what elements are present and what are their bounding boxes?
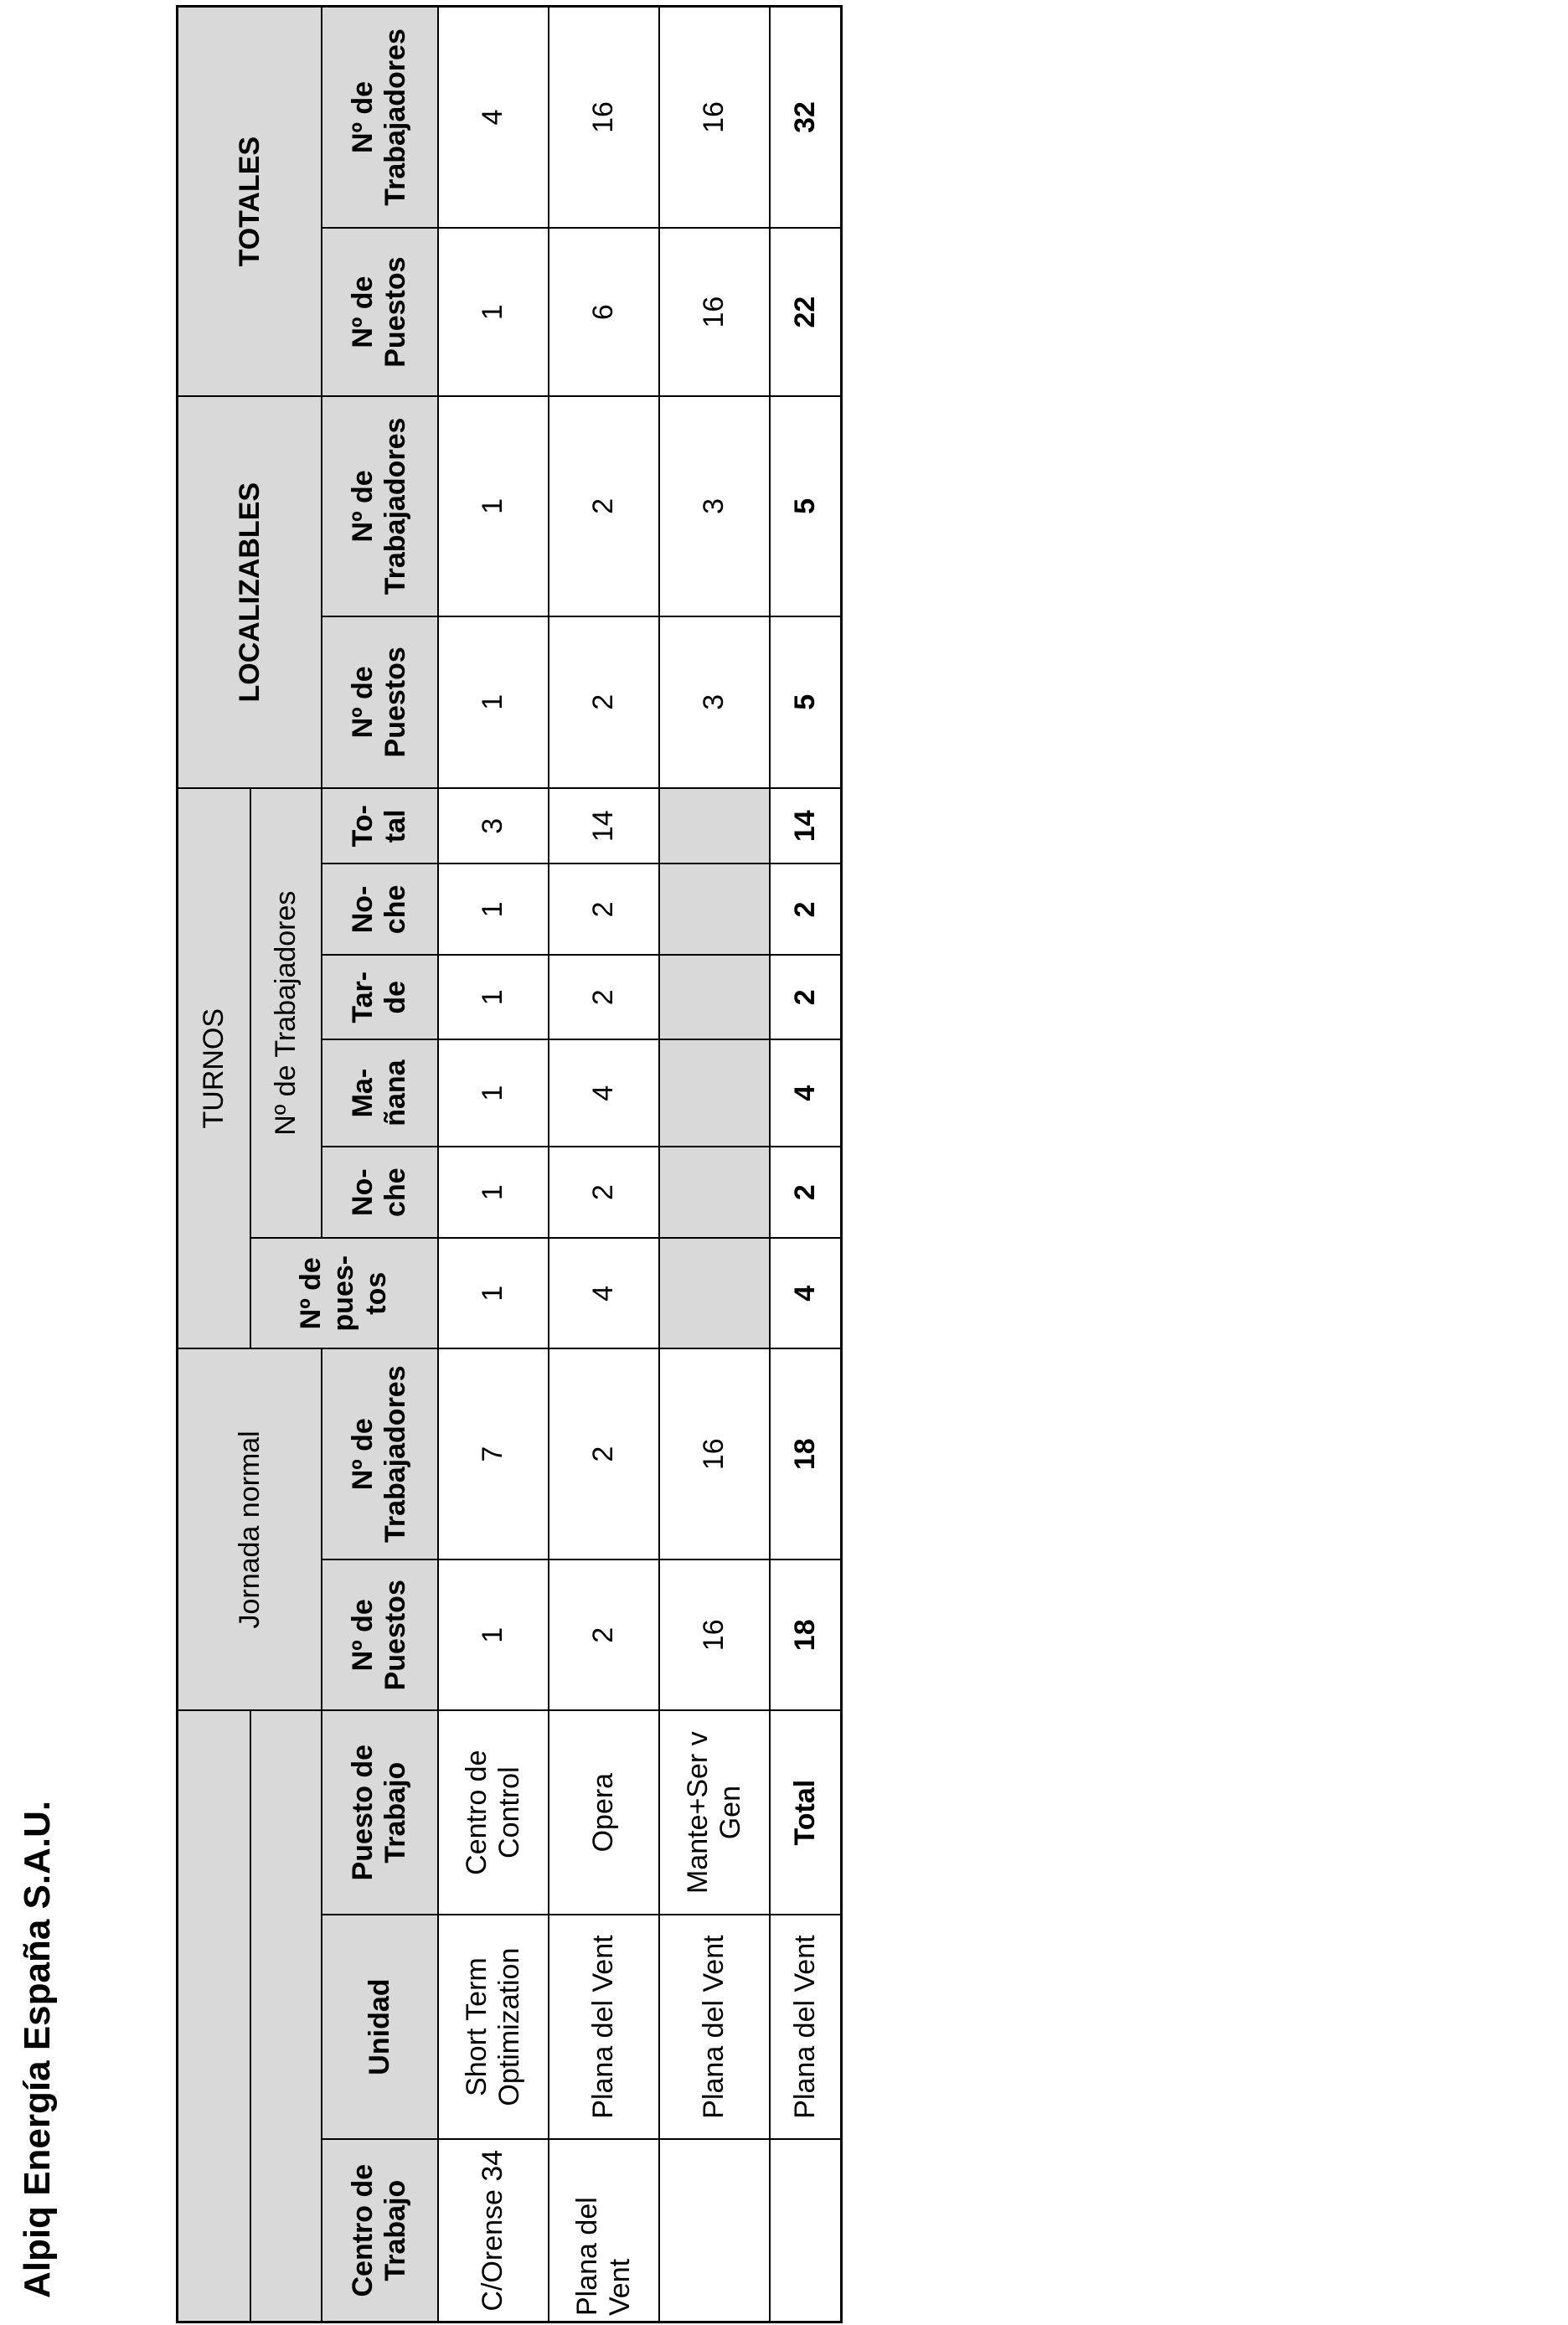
cell-loc-trabajadores: 2 <box>549 396 659 616</box>
cell-t-noche2: 2 <box>770 863 841 955</box>
header-centro-de-trabajo: Centro de Trabajo <box>322 2139 437 2322</box>
cell-tot-puestos: 6 <box>549 228 659 396</box>
cell-puesto: Opera <box>549 1710 659 1914</box>
cell-t-puestos <box>659 1238 770 1348</box>
cell-loc-trabajadores: 1 <box>438 396 549 616</box>
cell-t-manana: 4 <box>549 1039 659 1147</box>
cell-t-manana: 4 <box>770 1039 841 1147</box>
header-blank-corner-2 <box>250 1710 322 2322</box>
cell-t-total: 14 <box>770 788 841 863</box>
header-tarde: Tar-de <box>322 955 437 1039</box>
cell-jn-trabajadores: 2 <box>549 1348 659 1559</box>
table-row <box>549 7 659 2322</box>
cell-t-tarde <box>659 955 770 1039</box>
header-turnos-n-puestos: Nº de pues-tos <box>250 1238 438 1348</box>
header-noche-2: No-che <box>322 863 437 955</box>
cell-centro: Plana del Vent <box>549 2139 659 2322</box>
cell-loc-trabajadores: 3 <box>659 396 770 616</box>
cell-t-manana: 1 <box>438 1039 549 1147</box>
header-tot-n-puestos: Nº de Puestos <box>322 228 437 396</box>
cell-unidad: Plana del Vent <box>549 1915 659 2140</box>
cell-jn-trabajadores: 18 <box>770 1348 841 1559</box>
cell-puesto: Mante+Ser v Gen <box>659 1710 770 1914</box>
header-localizables: LOCALIZABLES <box>178 396 322 788</box>
cell-jn-puestos: 1 <box>438 1559 549 1710</box>
cell-t-noche2: 1 <box>438 863 549 955</box>
cell-jn-trabajadores: 7 <box>438 1348 549 1559</box>
cell-tot-trabajadores: 4 <box>438 7 549 228</box>
cell-loc-puestos: 5 <box>770 616 841 789</box>
workforce-table <box>176 5 843 2323</box>
header-blank-corner <box>178 1710 250 2322</box>
cell-jn-puestos: 16 <box>659 1559 770 1710</box>
header-loc-n-puestos: Nº de Puestos <box>322 616 437 789</box>
cell-puesto: Centro de Control <box>438 1710 549 1914</box>
header-total-col: To-tal <box>322 788 437 863</box>
cell-unidad: Plana del Vent <box>659 1915 770 2140</box>
document-title: Alpiq Energía España S.A.U. <box>17 1800 58 2298</box>
cell-tot-puestos: 16 <box>659 228 770 396</box>
cell-unidad: Short Term Optimization <box>438 1915 549 2140</box>
header-loc-n-trabajadores: Nº de Trabajadores <box>322 396 437 616</box>
cell-t-puestos: 4 <box>549 1238 659 1348</box>
cell-t-noche2: 2 <box>549 863 659 955</box>
cell-t-noche1: 2 <box>770 1147 841 1238</box>
cell-centro: C/Orense 34 <box>438 2139 549 2322</box>
cell-loc-puestos: 2 <box>549 616 659 789</box>
cell-tot-trabajadores: 32 <box>770 7 841 228</box>
cell-t-puestos: 1 <box>438 1238 549 1348</box>
header-jn-n-trabajadores: Nº de Trabajadores <box>322 1348 437 1559</box>
cell-unidad: Plana del Vent <box>770 1915 841 2140</box>
cell-t-noche1 <box>659 1147 770 1238</box>
cell-t-noche1: 2 <box>549 1147 659 1238</box>
header-row-groups <box>178 7 250 2322</box>
cell-t-noche2 <box>659 863 770 955</box>
cell-loc-trabajadores: 5 <box>770 396 841 616</box>
cell-tot-puestos: 22 <box>770 228 841 396</box>
total-row <box>770 7 841 2322</box>
cell-centro <box>770 2139 841 2322</box>
cell-jn-puestos: 18 <box>770 1559 841 1710</box>
header-unidad: Unidad <box>322 1915 437 2140</box>
cell-tot-trabajadores: 16 <box>659 7 770 228</box>
header-totales: TOTALES <box>178 7 322 397</box>
cell-loc-puestos: 1 <box>438 616 549 789</box>
cell-tot-trabajadores: 16 <box>549 7 659 228</box>
header-row-columns <box>322 7 437 2322</box>
cell-t-total: 3 <box>438 788 549 863</box>
table-row <box>659 7 770 2322</box>
cell-t-noche1: 1 <box>438 1147 549 1238</box>
table-row <box>438 7 549 2322</box>
cell-t-puestos: 4 <box>770 1238 841 1348</box>
cell-tot-puestos: 1 <box>438 228 549 396</box>
header-puesto-de-trabajo: Puesto de Trabajo <box>322 1710 437 1914</box>
header-noche-1: No-che <box>322 1147 437 1238</box>
cell-loc-puestos: 3 <box>659 616 770 789</box>
header-jornada-normal: Jornada normal <box>178 1348 322 1710</box>
header-turnos-n-trabajadores: Nº de Trabajadores <box>250 788 322 1238</box>
cell-t-total <box>659 788 770 863</box>
header-turnos: TURNOS <box>178 788 250 1348</box>
cell-jn-puestos: 2 <box>549 1559 659 1710</box>
cell-t-tarde: 2 <box>770 955 841 1039</box>
cell-t-tarde: 1 <box>438 955 549 1039</box>
cell-puesto-total-label: Total <box>770 1710 841 1914</box>
header-tot-n-trabajadores: Nº de Trabajadores <box>322 7 437 228</box>
cell-jn-trabajadores: 16 <box>659 1348 770 1559</box>
header-manana: Ma-ñana <box>322 1039 437 1147</box>
cell-t-tarde: 2 <box>549 955 659 1039</box>
cell-t-manana <box>659 1039 770 1147</box>
cell-t-total: 14 <box>549 788 659 863</box>
header-jn-n-puestos: Nº de Puestos <box>322 1559 437 1710</box>
cell-centro <box>659 2139 770 2322</box>
